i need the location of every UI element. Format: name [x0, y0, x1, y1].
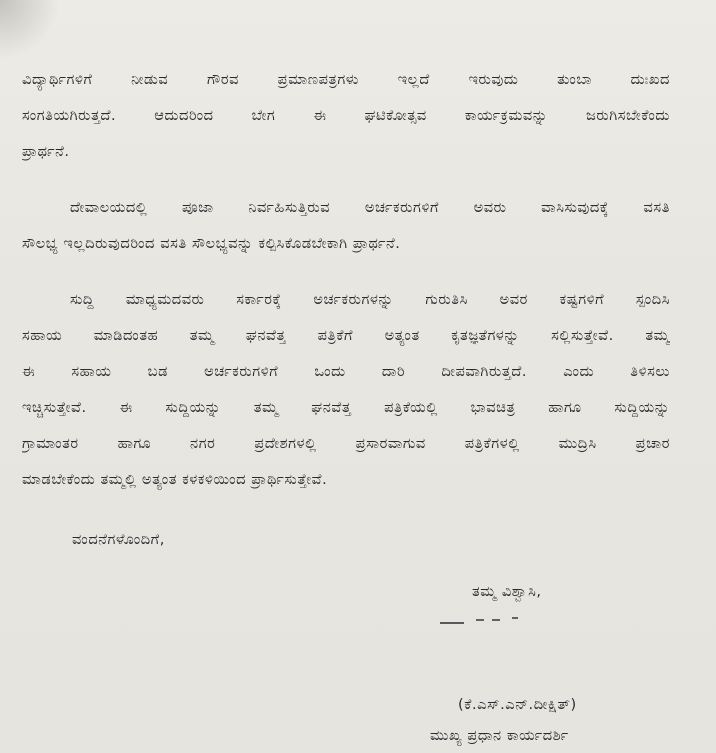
paragraph-line: ಪ್ರಾರ್ಥನೆ. [22, 144, 70, 160]
greeting-text: ವಂದನೆಗಳೊಂದಿಗೆ, [72, 532, 165, 548]
paragraph-line: ಸಂಗತಿಯಗಿರುತ್ತದೆ. ಆದುದರಿಂದ ಬೇಗ ಈ ಘಟಿಕೋತ್ಸವ ಕಾರ್ಯಕ್ರಮವನ್ನು ಜರುಗಿಸಬೇಕೆಂದು [22, 108, 670, 124]
paragraph-line: ಈ ಸಹಾಯ ಬಡ ಅರ್ಚಕರುಗಳಿಗೆ ಒಂದು ದಾರಿ ದೀಪವಾಗಿರುತ್ತದೆ. ಎಂದು ತಿಳಿಸಲು [22, 364, 670, 380]
closing-text: ತಮ್ಮ ವಿಶ್ವಾಸಿ, [472, 584, 542, 600]
paragraph-housing [22, 190, 670, 262]
paragraph-line: ವಿದ್ಯಾರ್ಥಿಗಳಿಗೆ ನೀಡುವ ಗೌರವ ಪ್ರಮಾಣಪತ್ರಗಳು ಇಲ್ಲದೆ ಇರುವುದು ತುಂಬಾ ದುಃಖದ [22, 72, 670, 88]
paragraph-media-thanks [22, 282, 670, 498]
paragraph-line: ಸೌಲಭ್ಯ ಇಲ್ಲದಿರುವುದರಿಂದ ವಸತಿ ಸೌಲಭ್ಯವನ್ನು ಕಲ್ಪಿಸಿಕೊಡಬೇಕಾಗಿ ಪ್ರಾರ್ಥನೆ. [22, 236, 401, 252]
paragraph-line: ದೇವಾಲಯದಲ್ಲಿ ಪೂಜಾ ನಿರ್ವಹಿಸುತ್ತಿರುವ ಅರ್ಚಕರುಗಳಿಗೆ ಅವರು ವಾಸಿಸುವುದಕ್ಕೆ ವಸತಿ [70, 200, 670, 216]
signer-name: (ಕೆ.ಎಸ್.ಎನ್.ದೀಕ್ಷಿತ್) [458, 697, 577, 713]
paragraph-line: ಮಾಡಬೇಕೆಂದು ತಮ್ಮಲ್ಲಿ ಅತ್ಯಂತ ಕಳಕಳಿಯಿಂದ ಪ್ರಾರ್ಥಿಸುತ್ತೇವೆ. [22, 472, 328, 488]
paragraph-line: ಸಹಾಯ ಮಾಡಿದಂತಹ ತಮ್ಮ ಘನವೆತ್ತ ಪತ್ರಿಕೆಗೆ ಅತ್ಯಂತ ಕೃತಜ್ಞತೆಗಳನ್ನು ಸಲ್ಲಿಸುತ್ತೇವೆ. ತಮ್ಮ [22, 328, 670, 344]
signer-designation: ಮುಖ್ಯ ಪ್ರಧಾನ ಕಾರ್ಯದರ್ಶಿ [430, 728, 569, 744]
paragraph-line: ಸುದ್ದಿ ಮಾಧ್ಯಮದವರು ಸರ್ಕಾರಕ್ಕೆ ಅರ್ಚಕರುಗಳನ್ನು ಗುರುತಿಸಿ ಅವರ ಕಷ್ಟಗಳಿಗೆ ಸ್ಪಂದಿಸಿ [70, 292, 670, 308]
paragraph-line: ಇಚ್ಚಿಸುತ್ತೇವೆ. ಈ ಸುದ್ದಿಯನ್ನು ತಮ್ಮ ಘನವೆತ್ತ ಪತ್ರಿಕೆಯಲ್ಲಿ ಭಾವಚಿತ್ರ ಹಾಗೂ ಸುದ್ದಿಯನ್ನು [22, 400, 670, 416]
signature-mark [438, 610, 528, 630]
paragraph-convocation [22, 62, 670, 170]
paragraph-line: ಗ್ರಾಮಾಂತರ ಹಾಗೂ ನಗರ ಪ್ರದೇಶಗಳಲ್ಲಿ ಪ್ರಸಾರವಾಗುವ ಪತ್ರಿಕೆಗಳಲ್ಲಿ ಮುದ್ರಿಸಿ ಪ್ರಚಾರ [22, 436, 670, 452]
page-corner-shadow [0, 0, 60, 60]
